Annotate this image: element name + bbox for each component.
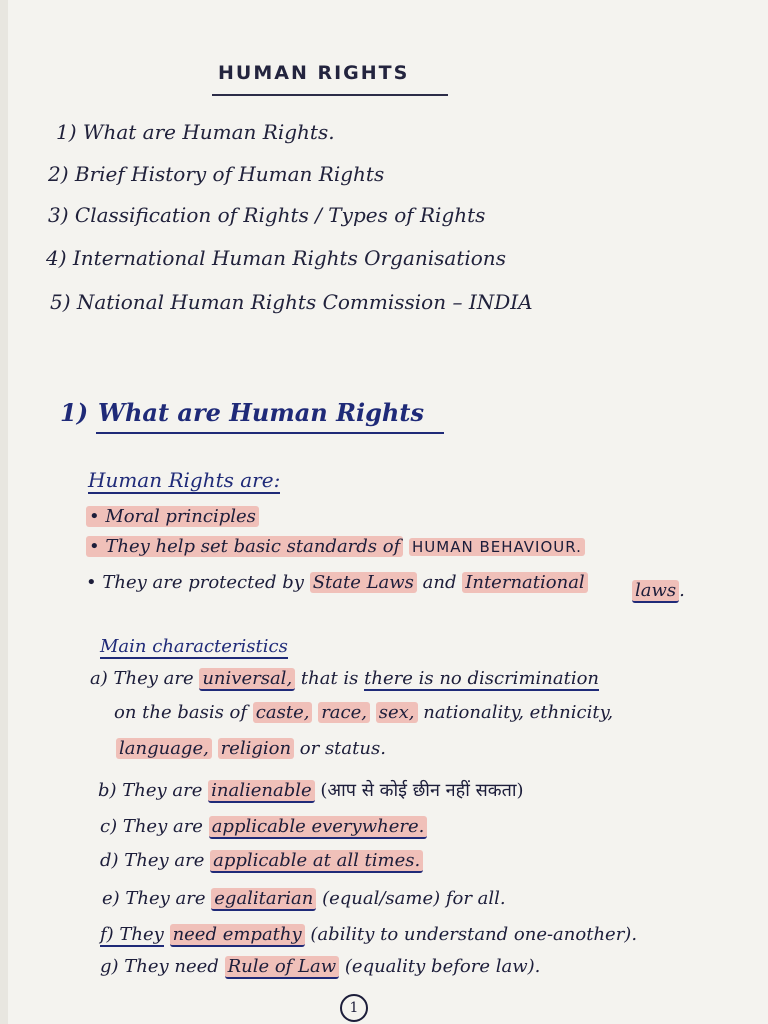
rule-of-law-highlight: Rule of Law xyxy=(225,956,340,979)
empathy-highlight: need empathy xyxy=(170,924,305,947)
char-a-line-3 xyxy=(116,738,386,759)
char-f-they: f) They xyxy=(100,924,164,945)
char-b-prefix: b) They are xyxy=(98,780,203,801)
moral-principles-highlight: • Moral principles xyxy=(86,506,259,527)
toc-item-2: 2) Brief History of Human Rights xyxy=(48,162,385,186)
applicable-all-times-highlight: applicable at all times. xyxy=(210,850,423,873)
char-c-prefix: c) They are xyxy=(100,816,203,837)
char-f xyxy=(100,924,637,945)
religion-highlight: religion xyxy=(218,738,294,759)
laws-highlight: laws xyxy=(632,580,679,603)
bullet-2 xyxy=(86,536,585,557)
toc-item-4: 4) International Human Rights Organisations xyxy=(46,246,506,270)
page-number: 1 xyxy=(340,994,368,1022)
sub-heading: Human Rights are: xyxy=(88,468,281,492)
char-a-line-3-end: or status. xyxy=(299,738,386,759)
char-g-end: (equality before law). xyxy=(344,956,541,977)
char-c xyxy=(100,816,427,837)
section-heading: What are Human Rights xyxy=(98,398,424,427)
char-d xyxy=(100,850,423,871)
char-a-line-2-end: nationality, ethnicity, xyxy=(423,702,614,723)
toc-item-1: 1) What are Human Rights. xyxy=(56,120,335,144)
char-a-line-2 xyxy=(114,702,613,723)
bullet-3 xyxy=(86,572,588,593)
no-discrimination-underline: there is no discrimination xyxy=(364,668,600,689)
inalienable-highlight: inalienable xyxy=(208,780,315,803)
applicable-everywhere-highlight: applicable everywhere. xyxy=(209,816,428,839)
toc-item-3: 3) Classification of Rights / Types of Rights xyxy=(48,203,486,227)
char-d-prefix: d) They are xyxy=(100,850,205,871)
page-title: HUMAN RIGHTS xyxy=(218,62,410,84)
page-edge xyxy=(0,0,8,1024)
char-e-end: (equal/same) for all. xyxy=(322,888,506,909)
char-b xyxy=(98,778,524,802)
universal-highlight: universal, xyxy=(199,668,295,691)
laws-period: . xyxy=(679,580,685,601)
state-laws-highlight: State Laws xyxy=(310,572,417,593)
bullet-2-text: • They help set basic standards of xyxy=(86,536,403,557)
title-underline xyxy=(212,94,448,96)
human-behaviour-highlight: HUMAN BEHAVIOUR. xyxy=(409,538,585,556)
char-e-prefix: e) They are xyxy=(102,888,206,909)
char-a-mid: that is xyxy=(300,668,359,689)
main-characteristics-heading: Main characteristics xyxy=(100,636,288,657)
bullet-3-and: and xyxy=(422,572,457,593)
race-highlight: race, xyxy=(318,702,370,723)
hindi-note: (आप से कोई छीन नहीं सकता) xyxy=(320,780,524,801)
bullet-3-text: • They are protected by xyxy=(86,572,304,593)
caste-highlight: caste, xyxy=(253,702,313,723)
char-a-prefix: a) They are xyxy=(90,668,194,689)
char-e xyxy=(102,888,506,909)
char-g xyxy=(100,956,540,977)
bullet-1 xyxy=(86,506,259,527)
char-f-end: (ability to understand one-another). xyxy=(310,924,638,945)
char-a-basis: on the basis of xyxy=(114,702,248,723)
sex-highlight: sex, xyxy=(376,702,418,723)
egalitarian-highlight: egalitarian xyxy=(211,888,316,911)
section-number: 1) xyxy=(60,398,89,427)
section-heading-underline xyxy=(96,432,444,434)
laws-line xyxy=(632,580,685,601)
international-highlight: International xyxy=(462,572,587,593)
char-g-prefix: g) They need xyxy=(100,956,219,977)
toc-item-5: 5) National Human Rights Commission – INDIA xyxy=(50,290,533,314)
language-highlight: language, xyxy=(116,738,212,759)
char-a-line-1 xyxy=(90,668,599,689)
